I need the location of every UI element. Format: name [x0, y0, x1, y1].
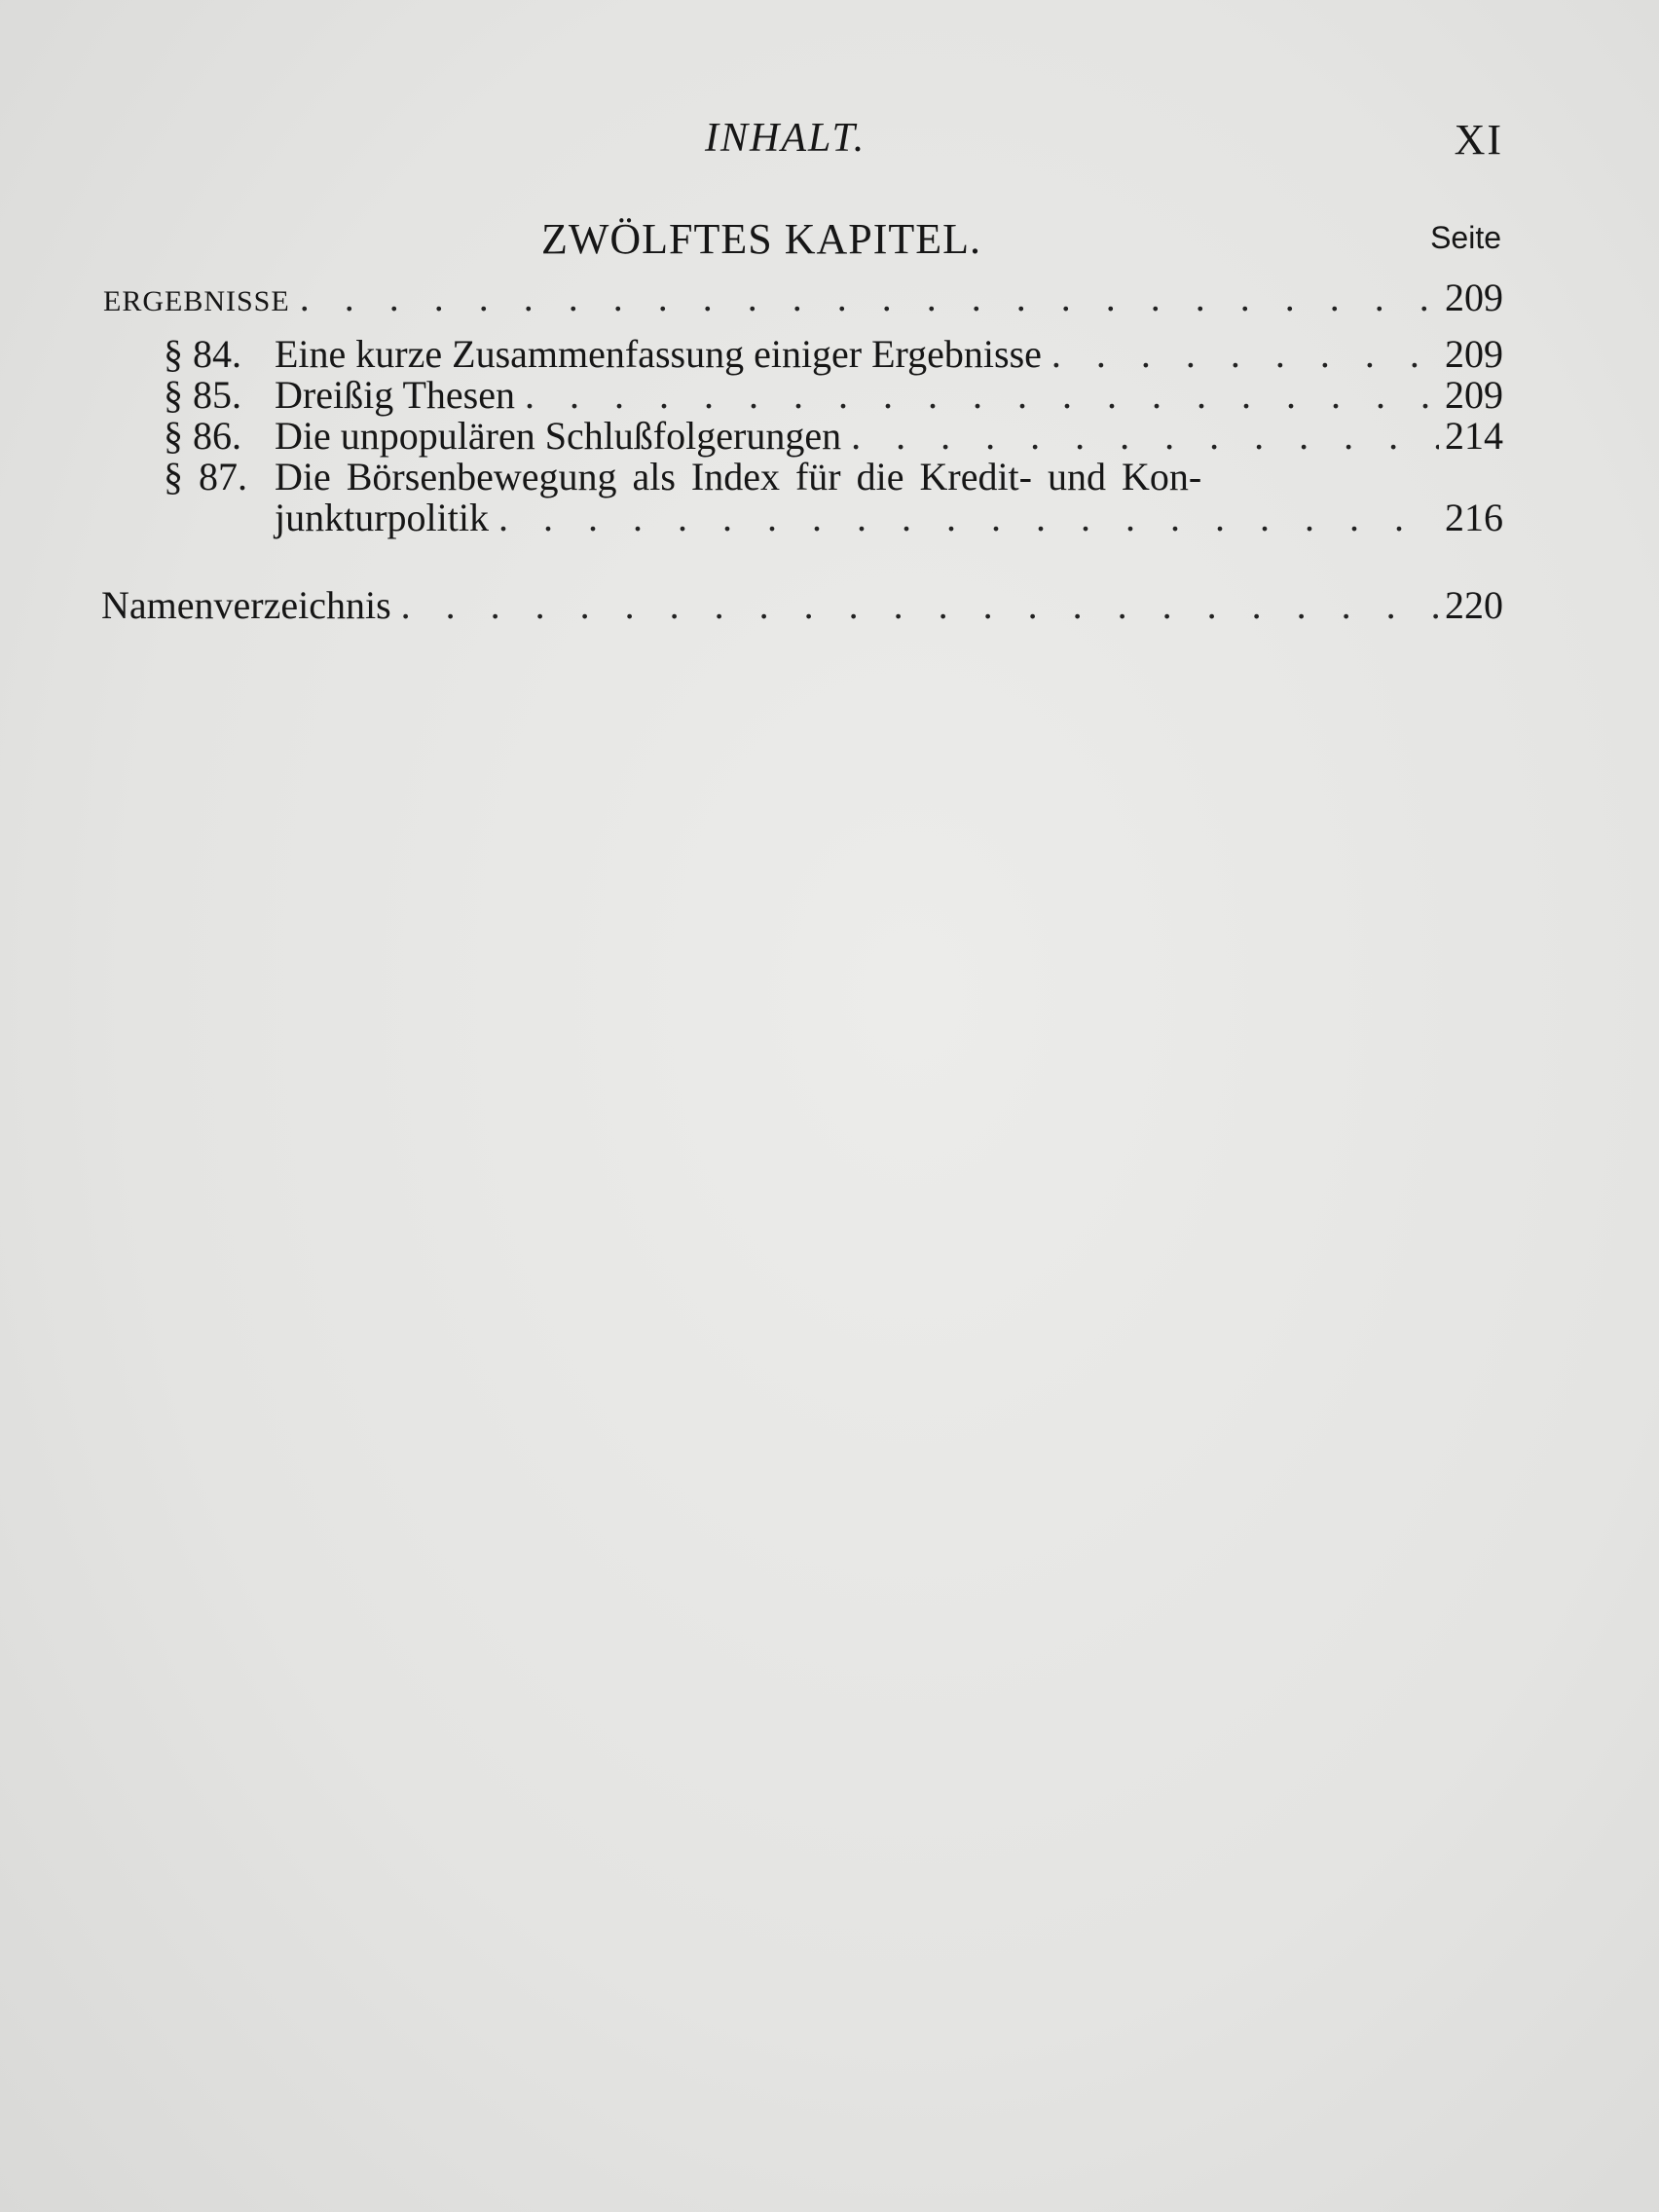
dot-leader: [498, 497, 1439, 539]
toc-entry-85: [164, 374, 1503, 417]
dot-leader: [851, 415, 1439, 458]
toc-entry-87-line1: [164, 456, 1201, 498]
index-label: Namenverzeichnis: [101, 583, 391, 627]
entry-number: § 87.: [164, 455, 247, 498]
dot-leader: [300, 276, 1439, 319]
entry-number: § 86.: [164, 414, 241, 458]
entry-title: Eine kurze Zusammenfassung einiger Ergebnisse: [275, 332, 1042, 376]
entry-title: Die Börsenbewegung als Index für die Kredit- und Kon-: [275, 455, 1202, 498]
entry-number: § 84.: [164, 332, 241, 376]
entry-page: 216: [1445, 496, 1503, 539]
entry-title: Dreißig Thesen: [275, 373, 515, 417]
entry-page: 209: [1445, 332, 1503, 376]
dot-leader: [1051, 333, 1439, 376]
entry-title-continuation: junkturpolitik: [275, 496, 489, 539]
entry-number: § 85.: [164, 373, 241, 417]
entry-page: 214: [1445, 414, 1503, 458]
entry-page: 209: [1445, 373, 1503, 417]
toc-entry-87-line2: [275, 497, 1503, 539]
toc-index: [101, 584, 1503, 627]
dot-leader: [525, 374, 1439, 417]
toc-entry-84: [164, 333, 1503, 376]
chapter-title: ZWÖLFTES KAPITEL.: [541, 215, 982, 263]
index-page: 220: [1445, 583, 1503, 627]
section-label: ERGEBNISSE: [103, 285, 290, 317]
page-column-label: Seite: [1430, 220, 1501, 255]
entry-title: Die unpopulären Schlußfolgerungen: [275, 414, 842, 458]
dot-leader: [401, 584, 1439, 627]
toc-entry-86: [164, 415, 1503, 458]
running-title: INHALT.: [705, 116, 866, 161]
toc-section-ergebnisse: [103, 276, 1503, 323]
page-number: XI: [1454, 116, 1503, 164]
section-page: 209: [1445, 276, 1503, 319]
running-head: [0, 115, 1659, 173]
